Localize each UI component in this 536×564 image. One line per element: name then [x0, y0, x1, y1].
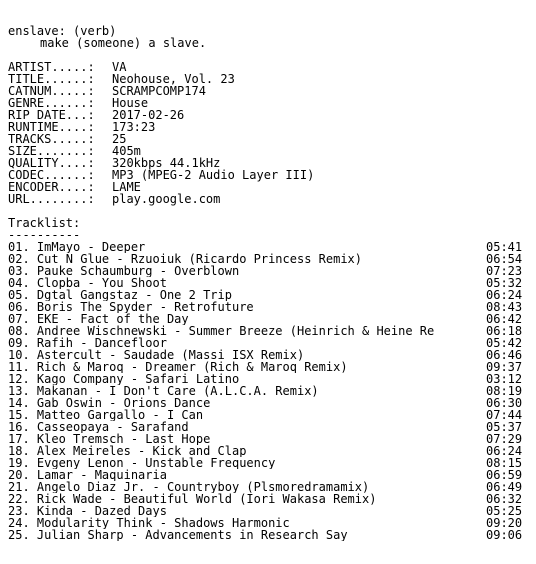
- meta-value: 405m: [112, 144, 141, 158]
- track-title: 13. Makanan - I Don't Care (A.L.C.A. Remix): [8, 385, 319, 397]
- track-title: 05. Dgtal Gangstaz - One 2 Trip: [8, 289, 232, 301]
- track-time: 05:32: [486, 276, 523, 290]
- track-time: 05:41: [486, 240, 523, 254]
- meta-value: 173:23: [112, 120, 156, 134]
- track-time: 06:24: [486, 444, 523, 458]
- meta-key: QUALITY....:: [8, 157, 95, 169]
- track-title: 03. Pauke Schaumburg - Overblown: [8, 265, 240, 277]
- track-time: 09:37: [486, 360, 523, 374]
- track-title: 12. Kago Company - Safari Latino: [8, 373, 240, 385]
- track-row: [8, 505, 528, 517]
- track-title: 25. Julian Sharp - Advancements in Research Say: [8, 529, 348, 541]
- meta-key: ARTIST.....:: [8, 61, 95, 73]
- blank-line: [8, 205, 528, 217]
- meta-key: TITLE......:: [8, 73, 95, 85]
- track-time: 06:59: [486, 468, 523, 482]
- release-info: [8, 61, 528, 205]
- track-time: 03:12: [486, 372, 523, 386]
- track-time: 06:42: [486, 312, 523, 326]
- track-row: [8, 445, 528, 457]
- meta-key: RIP DATE...:: [8, 109, 95, 121]
- tracklist-heading: Tracklist:: [8, 217, 81, 229]
- track-title: 19. Evgeny Lenon - Unstable Frequency: [8, 457, 276, 469]
- meta-key: ENCODER....:: [8, 181, 95, 193]
- track-row: [8, 301, 528, 313]
- meta-row-genre: [8, 97, 528, 109]
- meta-key: URL........:: [8, 193, 95, 205]
- track-time: 06:30: [486, 396, 523, 410]
- meta-value: Neohouse, Vol. 23: [112, 72, 235, 86]
- definition-meaning: make (someone) a slave.: [40, 37, 207, 49]
- meta-value: 320kbps 44.1kHz: [112, 156, 221, 170]
- meta-row-runtime: [8, 121, 528, 133]
- track-row: [8, 241, 528, 253]
- track-row: [8, 397, 528, 409]
- meta-value: 25: [112, 132, 127, 146]
- track-title: 17. Kleo Tremsch - Last Hope: [8, 433, 211, 445]
- meta-value: VA: [112, 60, 127, 74]
- track-time: 06:49: [486, 480, 523, 494]
- track-title: 22. Rick Wade - Beautiful World (Iori Wakasa Remix): [8, 493, 377, 505]
- meta-row-size: [8, 145, 528, 157]
- track-row: [8, 265, 528, 277]
- track-title: 02. Cut N Glue - Rzuoiuk (Ricardo Princess Remix): [8, 253, 363, 265]
- track-row: [8, 493, 528, 505]
- tracklist-underline: ----------: [8, 229, 81, 241]
- meta-value: 2017-02-26: [112, 108, 185, 122]
- track-title: 20. Lamar - Maquinaria: [8, 469, 167, 481]
- track-row: [8, 385, 528, 397]
- meta-row-artist: [8, 61, 528, 73]
- meta-row-encoder: [8, 181, 528, 193]
- meta-key: CATNUM.....:: [8, 85, 95, 97]
- track-title: 10. Astercult - Saudade (Massi ISX Remix): [8, 349, 305, 361]
- track-row: [8, 373, 528, 385]
- track-time: 06:32: [486, 492, 523, 506]
- meta-value: play.google.com: [112, 192, 221, 206]
- meta-key: GENRE......:: [8, 97, 95, 109]
- meta-row-codec: [8, 169, 528, 181]
- track-row: [8, 325, 528, 337]
- meta-key: TRACKS.....:: [8, 133, 95, 145]
- track-time: 05:42: [486, 336, 523, 350]
- track-row: [8, 289, 528, 301]
- definition-term: enslave: (verb): [8, 25, 117, 37]
- track-time: 05:25: [486, 504, 523, 518]
- meta-key: SIZE.......:: [8, 145, 95, 157]
- track-title: 24. Modularity Think - Shadows Harmonic: [8, 517, 290, 529]
- meta-value: House: [112, 96, 149, 110]
- track-time: 07:29: [486, 432, 523, 446]
- meta-value: SCRAMPCOMP174: [112, 84, 206, 98]
- track-row: [8, 337, 528, 349]
- track-time: 08:19: [486, 384, 523, 398]
- track-row: [8, 529, 528, 541]
- track-row: [8, 349, 528, 361]
- track-time: 06:18: [486, 324, 523, 338]
- meta-row-catnum: [8, 85, 528, 97]
- track-title: 06. Boris The Spyder - Retrofuture: [8, 301, 254, 313]
- track-time: 06:46: [486, 348, 523, 362]
- track-title: 11. Rich & Maroq - Dreamer (Rich & Maroq Remix): [8, 361, 348, 373]
- track-time: 07:23: [486, 264, 523, 278]
- meta-value: LAME: [112, 180, 141, 194]
- track-title: 04. Clopba - You Shoot: [8, 277, 167, 289]
- blank-line: [8, 49, 528, 61]
- track-row: [8, 313, 528, 325]
- meta-value: MP3 (MPEG-2 Audio Layer III): [112, 168, 315, 182]
- meta-key: RUNTIME....:: [8, 121, 95, 133]
- track-time: 08:15: [486, 456, 523, 470]
- track-row: [8, 433, 528, 445]
- track-time: 06:24: [486, 288, 523, 302]
- track-row: [8, 253, 528, 265]
- track-row: [8, 517, 528, 529]
- track-row: [8, 469, 528, 481]
- track-time: 09:06: [486, 528, 523, 542]
- track-title: 09. Rafih - Dancefloor: [8, 337, 167, 349]
- meta-row-tracks: [8, 133, 528, 145]
- track-title: 07. EKE - Fact of the Day: [8, 313, 189, 325]
- tracklist: [8, 241, 528, 541]
- track-row: [8, 457, 528, 469]
- meta-row-rip-date: [8, 109, 528, 121]
- meta-key: CODEC......:: [8, 169, 95, 181]
- nfo-document: [8, 25, 528, 541]
- track-row: [8, 277, 528, 289]
- meta-row-url: [8, 193, 528, 205]
- track-title: 15. Matteo Gargallo - I Can: [8, 409, 204, 421]
- track-title: 23. Kinda - Dazed Days: [8, 505, 167, 517]
- track-row: [8, 481, 528, 493]
- track-row: [8, 409, 528, 421]
- track-time: 05:37: [486, 420, 523, 434]
- track-title: 01. ImMayo - Deeper: [8, 241, 146, 253]
- track-title: 16. Casseopaya - Sarafand: [8, 421, 189, 433]
- track-time: 09:20: [486, 516, 523, 530]
- track-row: [8, 421, 528, 433]
- track-title: 08. Andree Wischnewski - Summer Breeze (Heinrich & Heine Re: [8, 325, 435, 337]
- track-title: 14. Gab Oswin - Orions Dance: [8, 397, 211, 409]
- track-title: 21. Angelo Diaz Jr. - Countryboy (Plsmoredramamix): [8, 481, 370, 493]
- track-time: 07:44: [486, 408, 523, 422]
- track-title: 18. Alex Meireles - Kick and Clap: [8, 445, 247, 457]
- meta-row-title: [8, 73, 528, 85]
- track-time: 08:43: [486, 300, 523, 314]
- track-row: [8, 361, 528, 373]
- track-time: 06:54: [486, 252, 523, 266]
